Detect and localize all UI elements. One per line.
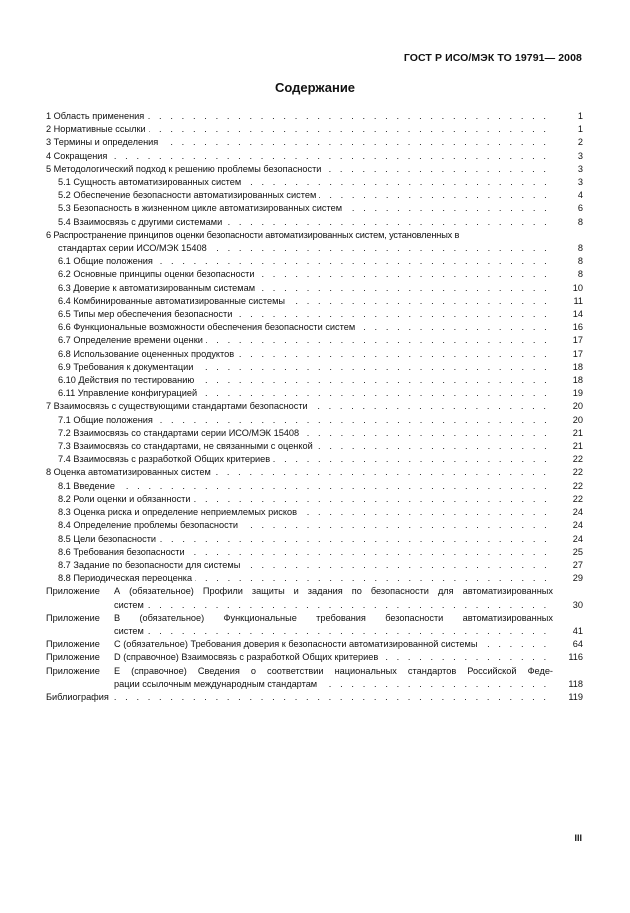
toc-entry-text: 2 Нормативные ссылки	[46, 124, 149, 134]
toc-entry[interactable]	[46, 493, 583, 506]
toc-page-number: 6	[553, 202, 583, 215]
toc-entry-text: 6.10 Действия по тестированию	[58, 375, 197, 385]
toc-entry-text: 7.4 Взаимосвязь с разработкой Общих критериев	[58, 454, 273, 464]
toc-page-number: 17	[553, 348, 583, 361]
toc-entry[interactable]	[46, 282, 583, 295]
toc-entry[interactable]	[46, 321, 583, 334]
toc-entry-text: 5.2 Обеспечение безопасности автоматизированных систем	[58, 190, 319, 200]
toc-entry-text: 6.3 Доверие к автоматизированным системам	[58, 283, 258, 293]
toc-entry[interactable]	[46, 110, 583, 123]
toc-entry[interactable]	[46, 480, 583, 493]
toc-entry[interactable]	[46, 334, 583, 347]
toc-page-number: 24	[553, 533, 583, 546]
appendix-title-line: С (обязательное) Требования доверия к безопасности автоматизированной системы	[114, 639, 480, 649]
toc-page-number: 30	[553, 599, 583, 612]
toc-entry-text: 5 Методологический подход к решению проблемы безопасности	[46, 164, 324, 174]
toc-entry[interactable]	[46, 546, 583, 559]
toc-page-number: 24	[553, 506, 583, 519]
toc-page-number: 17	[553, 334, 583, 347]
toc-page-number: 20	[553, 414, 583, 427]
toc-page-number: 8	[553, 255, 583, 268]
toc-entry-text: 8.8 Периодическая переоценка	[58, 573, 195, 583]
toc-entry-text: 7.2 Взаимосвязь со стандартами серии ИСО/МЭК 15408	[58, 428, 302, 438]
toc-entry-text: 5.4 Взаимосвязь с другими системами	[58, 217, 225, 227]
toc-page-number: 20	[553, 400, 583, 413]
toc-entry[interactable]	[46, 123, 583, 136]
toc-entry-text: 7.1 Общие положения	[58, 415, 156, 425]
toc-page-number: 2	[553, 136, 583, 149]
toc-page-number: 8	[553, 216, 583, 229]
toc-entry-text: 4 Сокращения	[46, 151, 110, 161]
toc-page-number: 16	[553, 321, 583, 334]
toc-entry[interactable]	[46, 189, 583, 202]
toc-appendix-entry[interactable]	[46, 651, 583, 664]
toc-entry[interactable]	[46, 268, 583, 281]
appendix-label: Приложение	[46, 652, 100, 663]
appendix-title-tail: систем	[114, 600, 147, 610]
toc-page-number: 1	[553, 123, 583, 136]
toc-entry-text: 6.5 Типы мер обеспечения безопасности	[58, 309, 235, 319]
toc-entry-text: 1 Область применения	[46, 111, 147, 121]
toc-entry-text: 8.6 Требования безопасности	[58, 547, 188, 557]
toc-entry[interactable]	[46, 361, 583, 374]
toc-page-number: 18	[553, 361, 583, 374]
toc-entry[interactable]	[46, 427, 583, 440]
toc-entry[interactable]	[46, 519, 583, 532]
toc-page-number: 8	[553, 242, 583, 255]
toc-entry-text: стандартах серии ИСО/МЭК 15408	[58, 243, 210, 253]
toc-entry-text: 6.1 Общие положения	[58, 256, 156, 266]
toc-page-number: 8	[553, 268, 583, 281]
toc-page-number: 64	[553, 638, 583, 651]
toc-entry-text: 6.6 Функциональные возможности обеспечения безопасности систем	[58, 322, 358, 332]
toc-entry-text: 8.2 Роли оценки и обязанности	[58, 494, 194, 504]
toc-entry[interactable]	[46, 453, 583, 466]
document-code-header: ГОСТ Р ИСО/МЭК ТО 19791— 2008	[403, 52, 582, 64]
toc-page-number: 29	[553, 572, 583, 585]
toc-page-number: 119	[553, 691, 583, 704]
toc-entry[interactable]	[46, 176, 583, 189]
toc-appendix-entry[interactable]	[46, 638, 583, 651]
toc-entry-bibliography[interactable]	[46, 691, 583, 704]
toc-entry-text: 6.7 Определение времени оценки	[58, 335, 206, 345]
toc-entry[interactable]	[46, 387, 583, 400]
toc-entry[interactable]	[46, 202, 583, 215]
toc-entry[interactable]	[46, 216, 583, 229]
toc-entry[interactable]	[46, 255, 583, 268]
toc-entry-text: 7 Взаимосвязь с существующими стандартами безопасности	[46, 401, 311, 411]
appendix-title-tail: систем	[114, 626, 147, 636]
toc-entry-text: 6.2 Основные принципы оценки безопасности	[58, 269, 258, 279]
toc-page-number: 22	[553, 480, 583, 493]
appendix-label: Приложение	[46, 586, 100, 597]
page-title: Содержание	[274, 80, 356, 95]
appendix-label: Приложение	[46, 639, 100, 650]
toc-entry-text: 8.5 Цели безопасности	[58, 534, 159, 544]
toc-page-number: 3	[553, 176, 583, 189]
toc-entry[interactable]	[46, 400, 583, 413]
toc-entry[interactable]	[46, 163, 583, 176]
appendix-label: Приложение	[46, 665, 100, 676]
toc-entry-text: 8.4 Определение проблемы безопасности	[58, 520, 241, 530]
toc-page-number: 118	[553, 678, 583, 691]
toc-page-number: 27	[553, 559, 583, 572]
toc-entry[interactable]	[46, 506, 583, 519]
toc-entry[interactable]	[46, 572, 583, 585]
toc-page-number: 25	[553, 546, 583, 559]
appendix-title-line: В (обязательное) Функциональные требования безопасности автоматизированных	[114, 612, 553, 623]
appendix-title-line: А (обязательное) Профили защиты и задания по безопасности для автоматизированных	[114, 586, 553, 597]
toc-entry-text: 6.9 Требования к документации	[58, 362, 196, 372]
toc-page-number: 3	[553, 150, 583, 163]
toc-page-number: 116	[553, 651, 583, 664]
toc-entry-text: 6.11 Управление конфигурацией	[58, 388, 200, 398]
toc-entry[interactable]	[46, 414, 583, 427]
toc-entry-text: 7.3 Взаимосвязь со стандартами, не связанными с оценкой	[58, 441, 316, 451]
appendix-title-line: D (справочное) Взаимосвязь с разработкой Общих критериев	[114, 652, 381, 662]
toc-page-number: 24	[553, 519, 583, 532]
toc-entry[interactable]	[46, 136, 583, 149]
toc-page-number: 18	[553, 374, 583, 387]
toc-entry[interactable]	[46, 150, 583, 163]
toc-entry[interactable]	[46, 466, 583, 479]
toc-entry-heading-line[interactable]: 6 Распространение принципов оценки безопасности автоматизированных систем, установленных в	[46, 229, 460, 240]
toc-page-number: 22	[553, 466, 583, 479]
toc-entry-text: Библиография	[46, 692, 112, 702]
toc-entry[interactable]	[46, 374, 583, 387]
toc-entry[interactable]	[46, 242, 583, 255]
toc-entry[interactable]	[46, 533, 583, 546]
toc-appendix-entry[interactable]	[46, 585, 583, 611]
toc-entry-text: 5.1 Сущность автоматизированных систем	[58, 177, 244, 187]
appendix-title-line: Е (справочное) Сведения о соответствии национальных стандартов Российской Феде-	[114, 665, 553, 676]
table-of-contents	[46, 110, 583, 704]
toc-entry[interactable]	[46, 559, 583, 572]
toc-entry[interactable]	[46, 348, 583, 361]
toc-appendix-entry[interactable]	[46, 612, 583, 638]
toc-page-number: 22	[553, 453, 583, 466]
page-number-footer: III	[574, 833, 582, 843]
toc-appendix-entry[interactable]	[46, 665, 583, 691]
toc-entry-text: 6.8 Использование оцененных продуктов	[58, 349, 237, 359]
appendix-label: Приложение	[46, 612, 100, 623]
toc-entry-text: 8.3 Оценка риска и определение неприемлемых рисков	[58, 507, 300, 517]
toc-page-number: 14	[553, 308, 583, 321]
appendix-title-tail: рации ссылочным международным стандартам	[114, 679, 320, 689]
toc-page-number: 21	[553, 427, 583, 440]
toc-entry-text: 6.4 Комбинированные автоматизированные системы	[58, 296, 288, 306]
toc-entry-text: 8 Оценка автоматизированных систем	[46, 467, 214, 477]
toc-entry-text: 8.7 Задание по безопасности для системы	[58, 560, 243, 570]
toc-page-number: 11	[553, 295, 583, 308]
toc-page-number: 3	[553, 163, 583, 176]
toc-page-number: 4	[553, 189, 583, 202]
toc-page-number: 21	[553, 440, 583, 453]
toc-page-number: 1	[553, 110, 583, 123]
toc-entry-text: 5.3 Безопасность в жизненном цикле автоматизированных систем	[58, 203, 345, 213]
toc-entry-text: 8.1 Введение	[58, 481, 118, 491]
toc-entry[interactable]	[46, 440, 583, 453]
toc-page-number: 10	[553, 282, 583, 295]
toc-entry[interactable]	[46, 308, 583, 321]
toc-entry-text: 3 Термины и определения	[46, 137, 161, 147]
toc-entry[interactable]	[46, 295, 583, 308]
toc-page-number: 19	[553, 387, 583, 400]
toc-page-number: 22	[553, 493, 583, 506]
toc-page-number: 41	[553, 625, 583, 638]
